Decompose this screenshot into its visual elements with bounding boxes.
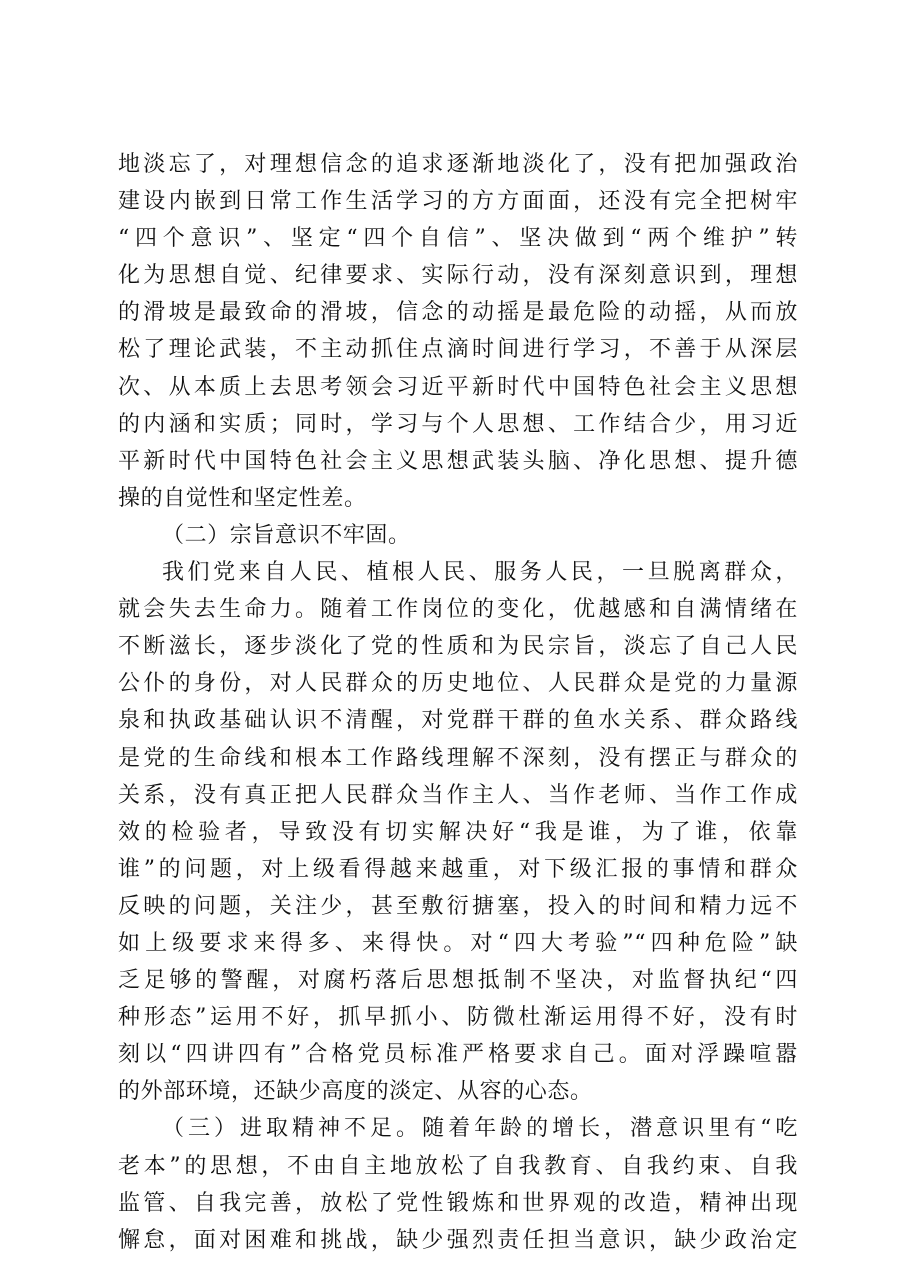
text-line: 的内涵和实质；同时，学习与个人思想、工作结合少，用习近 (118, 411, 798, 437)
text-line: 的滑坡是最致命的滑坡，信念的动摇是最危险的动摇，从而放 (118, 300, 798, 326)
text-line: 监管、自我完善，放松了党性锻炼和世界观的改造，精神出现 (118, 1190, 798, 1216)
section-heading-2 (118, 517, 798, 554)
text-line: 松了理论武装，不主动抓住点滴时间进行学习，不善于从深层 (118, 337, 798, 363)
document-body (118, 146, 798, 1259)
text-line: 的外部环境，还缺少高度的淡定、从容的心态。 (118, 1079, 593, 1105)
text-line: 化为思想自觉、纪律要求、实际行动，没有深刻意识到，理想 (118, 263, 798, 289)
paragraph-4 (118, 1110, 798, 1258)
text-line: 关系，没有真正把人民群众当作主人、当作老师、当作工作成 (118, 782, 798, 808)
text-line: 乏足够的警醒，对腐朽落后思想抵制不坚决，对监督执纪“四 (118, 968, 798, 994)
text-line: 种形态”运用不好，抓早抓小、防微杜渐运用得不好，没有时 (118, 1005, 798, 1031)
text-line: 是党的生命线和根本工作路线理解不深刻，没有摆正与群众的 (118, 745, 798, 771)
text-line: 就会失去生命力。随着工作岗位的变化，优越感和自满情绪在 (118, 597, 798, 623)
text-line: 效的检验者，导致没有切实解决好“我是谁，为了谁，依靠 (118, 819, 798, 845)
text-line: 老本”的思想，不由自主地放松了自我教育、自我约束、自我 (118, 1153, 798, 1179)
text-line: （三）进取精神不足。随着年龄的增长，潜意识里有“吃 (162, 1116, 798, 1142)
text-line: 公仆的身份，对人民群众的历史地位、人民群众是党的力量源 (118, 671, 798, 697)
text-line: 懈怠，面对困难和挑战，缺少强烈责任担当意识，缺少政治定 (118, 1227, 798, 1253)
paragraph-3 (118, 554, 798, 1110)
paragraph-1 (118, 146, 798, 517)
text-line: 刻以“四讲四有”合格党员标准严格要求自己。面对浮躁喧嚣 (118, 1042, 798, 1068)
text-line: 谁”的问题，对上级看得越来越重，对下级汇报的事情和群众 (118, 856, 798, 882)
text-line: 平新时代中国特色社会主义思想武装头脑、净化思想、提升德 (118, 448, 798, 474)
text-line: 我们党来自人民、植根人民、服务人民，一旦脱离群众， (162, 560, 798, 586)
text-line: 操的自觉性和坚定性差。 (118, 485, 367, 511)
text-line: 地淡忘了，对理想信念的追求逐渐地淡化了，没有把加强政治 (118, 152, 798, 177)
text-line: 次、从本质上去思考领会习近平新时代中国特色社会主义思想 (118, 374, 798, 400)
text-line: 泉和执政基础认识不清醒，对党群干群的鱼水关系、群众路线 (118, 708, 798, 734)
text-line: 不断滋长，逐步淡化了党的性质和为民宗旨，淡忘了自己人民 (118, 634, 798, 660)
text-line: “四个意识”、坚定“四个自信”、坚决做到“两个维护”转 (118, 226, 798, 252)
text-line: 如上级要求来得多、来得快。对“四大考验”“四种危险”缺 (118, 930, 798, 956)
text-line: 建设内嵌到日常工作生活学习的方方面面，还没有完全把树牢 (118, 189, 798, 215)
section-heading: （二）宗旨意识不牢固。 (162, 522, 411, 548)
text-line: 反映的问题，关注少，甚至敷衍搪塞，投入的时间和精力远不 (118, 893, 798, 919)
